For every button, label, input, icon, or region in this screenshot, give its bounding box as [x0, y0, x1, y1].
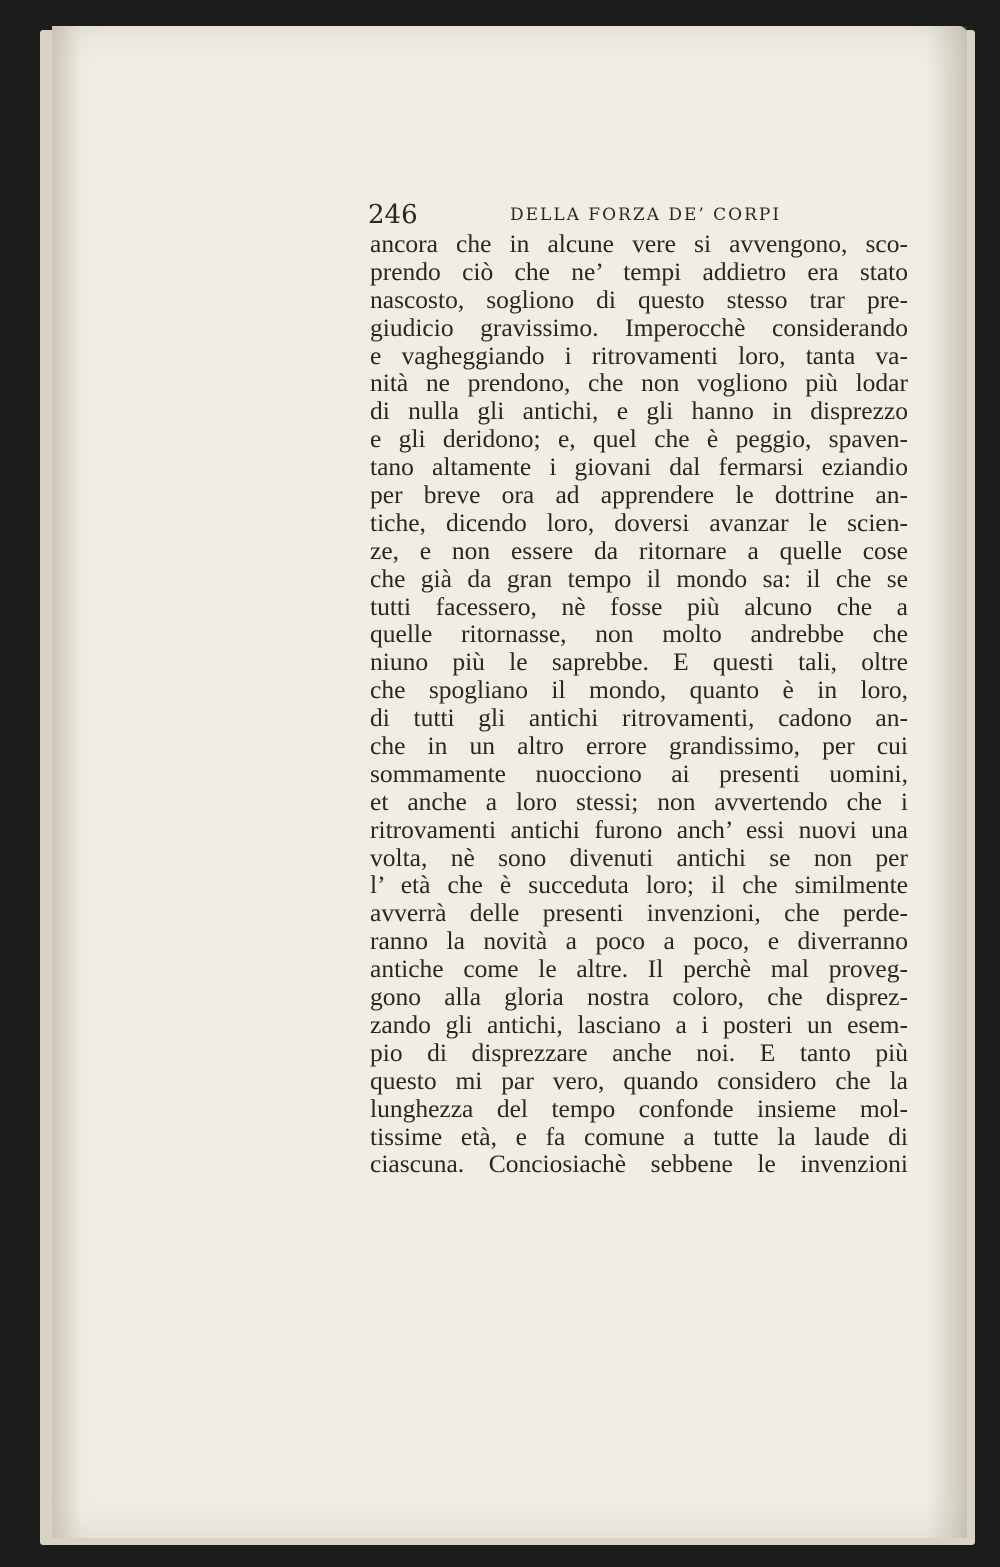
- text-line: antiche come le altre. Il perchè mal proveg-: [370, 954, 908, 984]
- body-text: [370, 230, 908, 1178]
- running-head: DELLA FORZA DE’ CORPI: [510, 205, 782, 225]
- text-line: tutti facessero, nè fosse più alcuno che a: [370, 591, 908, 621]
- text-line: ancora che in alcune vere si avvengono, sco-: [370, 229, 908, 258]
- text-line: lunghezza del tempo confonde insieme mol-: [370, 1093, 908, 1123]
- text-line: niuno più le saprebbe. E questi tali, oltre: [370, 647, 908, 677]
- text-line: zando gli antichi, lasciano a i posteri un esem-: [370, 1009, 908, 1039]
- text-line: nità ne prendono, che non vogliono più lodar: [370, 368, 908, 398]
- text-line: e vagheggiando i ritrovamenti loro, tanta va-: [370, 340, 908, 370]
- text-line: sommamente nuocciono ai presenti uomini,: [370, 758, 908, 788]
- text-line: che spogliano il mondo, quanto è in loro,: [370, 675, 908, 705]
- text-line: giudicio gravissimo. Imperocchè considerando: [370, 312, 908, 342]
- text-line: quelle ritornasse, non molto andrebbe che: [370, 619, 908, 649]
- text-line: gono alla gloria nostra coloro, che disprez-: [370, 982, 908, 1012]
- text-line: avverrà delle presenti invenzioni, che perde-: [370, 898, 908, 928]
- text-line: tiche, dicendo loro, doversi avanzar le scien-: [370, 507, 908, 537]
- text-line: prendo ciò che ne’ tempi addietro era stato: [370, 256, 908, 286]
- text-line: volta, nè sono divenuti antichi se non per: [370, 842, 908, 872]
- text-line: et anche a loro stessi; non avvertendo che i: [370, 786, 908, 816]
- text-line: per breve ora ad apprendere le dottrine an-: [370, 480, 908, 510]
- page-number: 246: [368, 200, 418, 230]
- text-line: ranno la novità a poco a poco, e diverranno: [370, 926, 908, 956]
- text-line: ritrovamenti antichi furono anch’ essi nuovi una: [370, 814, 908, 844]
- text-line: nascosto, sogliono di questo stesso trar pre-: [370, 284, 908, 314]
- text-line: tano altamente i giovani dal fermarsi eziandio: [370, 452, 908, 482]
- text-line: ze, e non essere da ritornare a quelle cose: [370, 535, 908, 565]
- text-line: che in un altro errore grandissimo, per cui: [370, 731, 908, 761]
- text-line: e gli deridono; e, quel che è peggio, spaven-: [370, 424, 908, 454]
- text-line: pio di disprezzare anche noi. E tanto più: [370, 1037, 908, 1067]
- page-gutter-shadow: [52, 26, 82, 1538]
- text-line: di tutti gli antichi ritrovamenti, cadono an-: [370, 703, 908, 733]
- text-line: che già da gran tempo il mondo sa: il che se: [370, 563, 908, 593]
- text-line: ciascuna. Conciosiachè sebbene le invenzioni: [370, 1149, 908, 1179]
- text-line: l’ età che è succeduta loro; il che similmente: [370, 870, 908, 900]
- text-line: questo mi par vero, quando considero che la: [370, 1065, 908, 1095]
- page-edge-shadow: [927, 26, 967, 1538]
- text-line: di nulla gli antichi, e gli hanno in disprezzo: [370, 396, 908, 426]
- text-line: tissime età, e fa comune a tutte la laude di: [370, 1121, 908, 1151]
